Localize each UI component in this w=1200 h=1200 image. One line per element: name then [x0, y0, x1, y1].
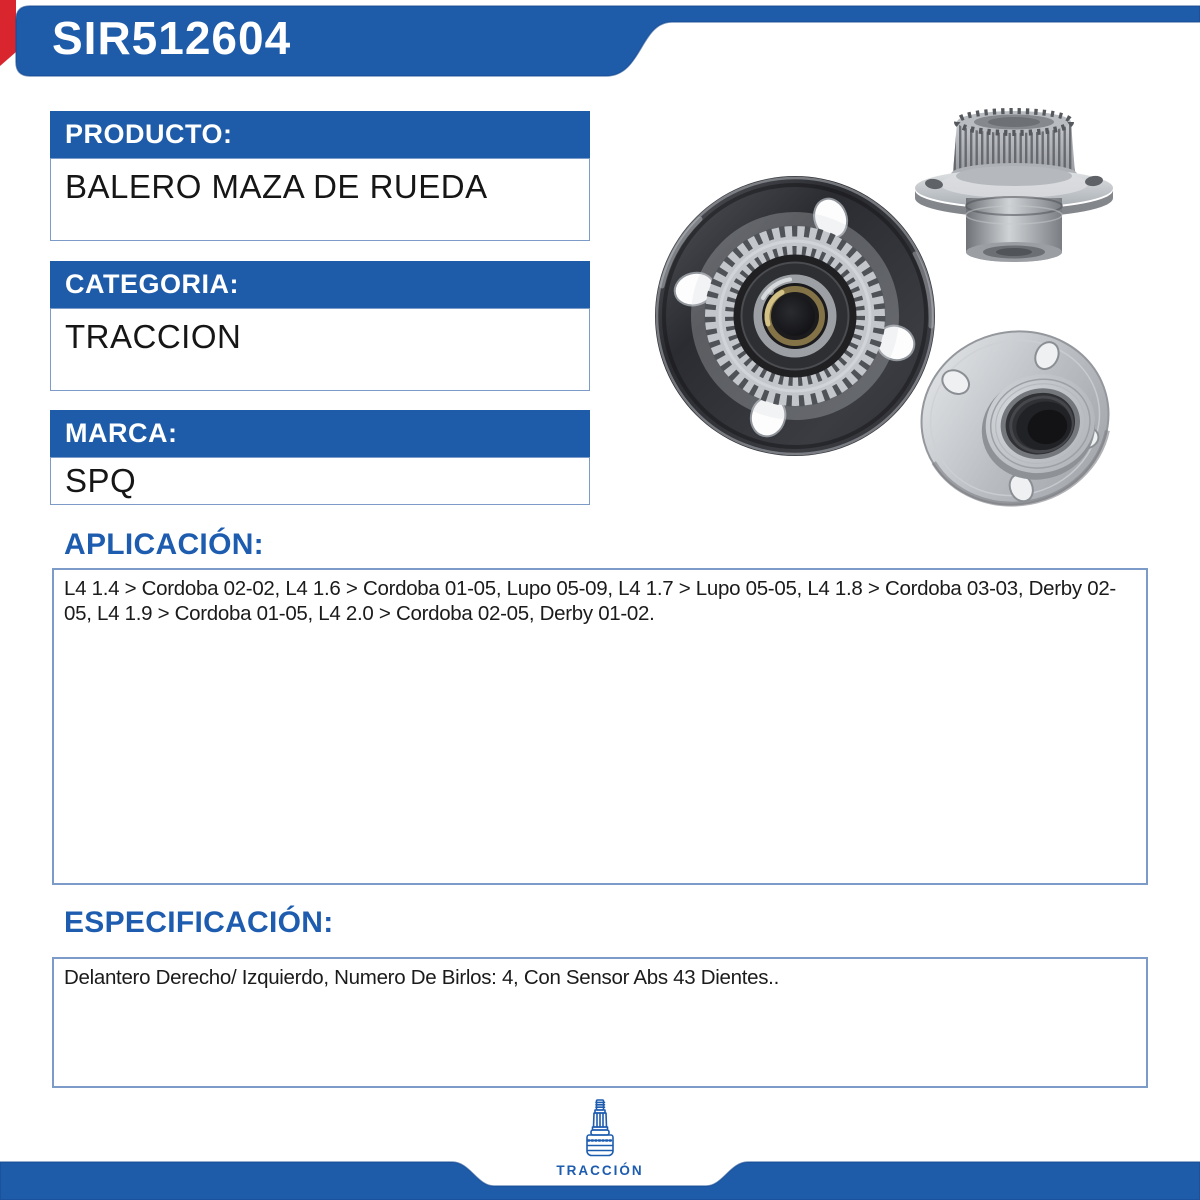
hub-front-view — [655, 176, 935, 456]
marca-label: MARCA: — [50, 410, 590, 457]
hub-side-view — [915, 111, 1113, 262]
product-photo — [630, 70, 1190, 550]
producto-label: PRODUCTO: — [50, 111, 590, 158]
cv-joint-icon — [584, 1099, 616, 1157]
categoria-label: CATEGORIA: — [50, 261, 590, 308]
producto-section — [50, 111, 590, 241]
categoria-section — [50, 261, 590, 391]
footer-band — [0, 1160, 1200, 1200]
hub-rear-view — [902, 311, 1128, 526]
part-number: SIR512604 — [52, 12, 292, 64]
producto-box — [50, 158, 590, 241]
producto-value: BALERO MAZA DE RUEDA — [65, 168, 488, 205]
categoria-box — [50, 308, 590, 391]
marca-section — [50, 410, 590, 505]
aplicacion-heading: APLICACIÓN: — [64, 528, 264, 561]
aplicacion-text: L4 1.4 > Cordoba 02-02, L4 1.6 > Cordoba 01-05, Lupo 05-09, L4 1.7 > Lupo 05-05, L4 1.8 > Cordoba 03-03, Derby 02-05, L4 1.9 > Cordoba 01-05, L4 2.0 > Cordoba 02-05, Derby 01-02. — [64, 577, 1116, 625]
footer-category-label: TRACCIÓN — [556, 1163, 644, 1178]
especificacion-text: Delantero Derecho/ Izquierdo, Numero De Birlos: 4, Con Sensor Abs 43 Dientes.. — [64, 966, 779, 989]
categoria-value: TRACCION — [65, 318, 242, 355]
aplicacion-box — [52, 568, 1148, 885]
red-ribbon-accent — [0, 0, 16, 66]
especificacion-heading: ESPECIFICACIÓN: — [64, 906, 334, 939]
especificacion-box — [52, 957, 1148, 1088]
marca-box — [50, 457, 590, 505]
marca-value: SPQ — [65, 462, 137, 499]
